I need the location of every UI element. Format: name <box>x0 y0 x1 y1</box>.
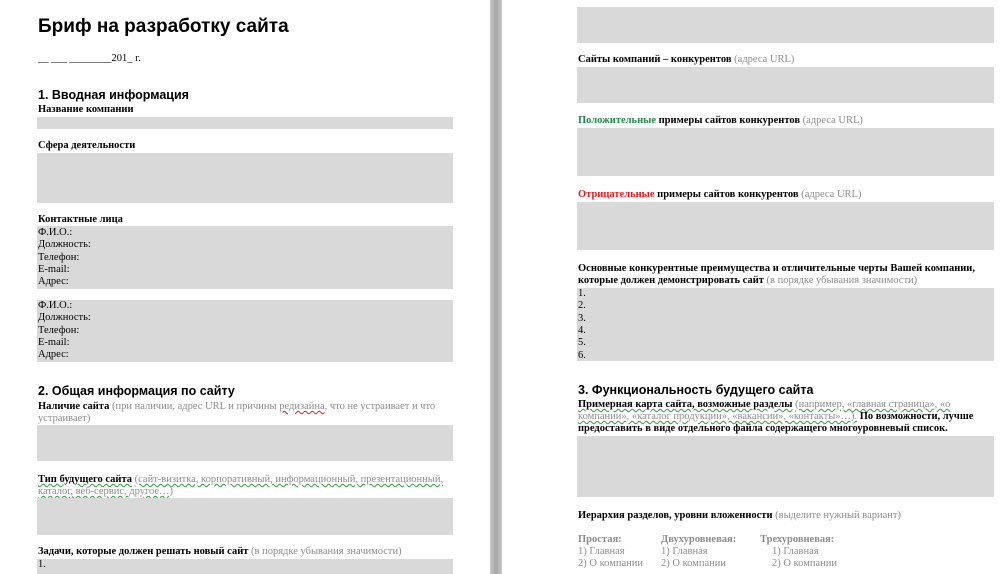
section-2-heading: 2. Общая информация по сайту <box>38 384 235 398</box>
contact-1-address: Адрес: <box>38 276 69 288</box>
site-type-label: Тип будущего сайта <box>38 474 132 485</box>
level-simple-item-2: 2) О компании <box>578 558 643 569</box>
level-three-item-1: 1) Главная <box>772 546 819 557</box>
company-name-field[interactable] <box>37 117 453 129</box>
tasks-line <box>38 546 402 558</box>
existing-site-field[interactable] <box>37 425 453 461</box>
tasks-hint: (в порядке убывания значимости) <box>251 546 402 557</box>
level-simple-item-1: 1) Главная <box>578 546 625 557</box>
sitemap-label: Примерная карта сайта, возможные разделы <box>578 399 793 410</box>
sitemap-hint-a: (например, «главная страница», «о <box>795 399 951 410</box>
site-type-hint-a: (сайт-визитка, корпоративный, информационный, презентационный, <box>134 474 444 485</box>
contact-block-2[interactable] <box>37 300 453 362</box>
advantage-2: 2. <box>578 300 586 312</box>
document-title: Бриф на разработку сайта <box>38 16 289 37</box>
contact-2-position: Должность: <box>38 312 91 324</box>
negative-line <box>578 189 861 201</box>
existing-site-hint-a: (при наличии, адрес URL и причины <box>111 401 277 412</box>
positive-label: примеры сайтов конкурентов <box>658 115 801 126</box>
tasks-label: Задачи, которые должен решать новый сайт <box>38 546 249 557</box>
section-1-heading: 1. Вводная информация <box>38 88 189 102</box>
site-type-line <box>38 474 443 486</box>
competitors-label: Сайты компаний – конкурентов <box>578 54 732 65</box>
competitors-line <box>578 54 794 66</box>
contact-1-phone: Телефон: <box>38 251 80 263</box>
advantage-1: 1. <box>578 288 586 299</box>
advantages-label: которые должен демонстрировать сайт <box>578 275 764 286</box>
section-3-heading: 3. Функциональность будущего сайта <box>578 383 814 397</box>
hierarchy-line <box>578 510 901 522</box>
advantage-3: 3. <box>578 312 586 324</box>
advantage-4: 4. <box>578 324 586 336</box>
level-three-title[interactable]: Трехуровневая: <box>760 534 835 545</box>
sitemap-hint-b: компании», «каталог продукции», «вакансии», «контакты»…). <box>578 411 858 422</box>
positive-field[interactable] <box>577 128 994 176</box>
contact-2-address: Адрес: <box>38 349 69 361</box>
level-two-item-2: 2) О компании <box>661 558 726 569</box>
sitemap-bold-a: По возможности, лучше <box>859 411 974 422</box>
existing-site-hint-word: редизайна <box>279 401 325 412</box>
site-type-hint-b: каталог, веб-сервис, другое…) <box>38 486 174 497</box>
negative-field[interactable] <box>577 202 994 250</box>
positive-hint: (адреса URL) <box>802 115 863 126</box>
sphere-label: Сфера деятельности <box>38 140 136 151</box>
site-type-field[interactable] <box>37 498 453 535</box>
page-gap <box>490 0 502 574</box>
existing-site-label: Наличие сайта <box>38 401 110 412</box>
sitemap-line-2 <box>578 411 973 423</box>
level-simple-title[interactable]: Простая: <box>578 534 622 545</box>
level-two-item-1: 1) Главная <box>661 546 708 557</box>
contact-1-fio: Ф.И.О.: <box>38 227 73 238</box>
document-page-right <box>502 0 1007 574</box>
existing-site-hint-b: , что не устраивает и что <box>324 401 436 412</box>
hierarchy-label: Иерархия разделов, уровни вложенности <box>578 510 773 521</box>
advantage-5: 5. <box>578 337 586 349</box>
contact-1-email: E-mail: <box>38 263 70 275</box>
competitors-field[interactable] <box>577 67 994 103</box>
top-field[interactable] <box>577 7 994 43</box>
contact-block-1[interactable] <box>37 226 453 289</box>
advantages-field[interactable] <box>577 288 994 361</box>
negative-word: Отрицательные <box>578 189 655 200</box>
negative-label: примеры сайтов конкурентов <box>657 189 799 200</box>
sitemap-line-1 <box>578 399 950 411</box>
contact-2-email: E-mail: <box>38 336 70 348</box>
negative-hint: (адреса URL) <box>801 189 862 200</box>
existing-site-hint-c: устраивает) <box>38 413 91 424</box>
sitemap-bold-b: предоставить в виде отдельного файла содержащего многоуровневый список. <box>578 423 948 434</box>
advantages-line-2 <box>578 275 917 287</box>
tasks-item-1: 1. <box>38 559 46 570</box>
contact-1-position: Должность: <box>38 239 91 251</box>
company-name-label: Название компании <box>38 104 134 115</box>
advantage-6: 6. <box>578 349 586 361</box>
existing-site-line <box>38 401 435 413</box>
advantages-hint: (в порядке убывания значимости) <box>766 275 918 286</box>
sitemap-field[interactable] <box>577 436 994 497</box>
level-three-item-2: 2) О компании <box>772 558 837 569</box>
positive-line <box>578 115 863 127</box>
contact-2-fio: Ф.И.О.: <box>38 300 73 311</box>
date-line: __ ___ ________201_ г. <box>38 53 141 64</box>
advantages-line-1: Основные конкурентные преимущества и отличительные черты Вашей компании, <box>578 263 975 274</box>
level-two-title[interactable]: Двухуровневая: <box>661 534 737 545</box>
contacts-label: Контактные лица <box>38 214 123 225</box>
competitors-hint: (адреса URL) <box>734 54 795 65</box>
hierarchy-hint: (выделите нужный вариант) <box>775 510 901 521</box>
positive-word: Положительные <box>578 115 656 126</box>
sphere-field[interactable] <box>37 153 453 203</box>
tasks-field[interactable] <box>37 559 453 574</box>
contact-2-phone: Телефон: <box>38 324 80 336</box>
document-page-left <box>0 0 490 574</box>
